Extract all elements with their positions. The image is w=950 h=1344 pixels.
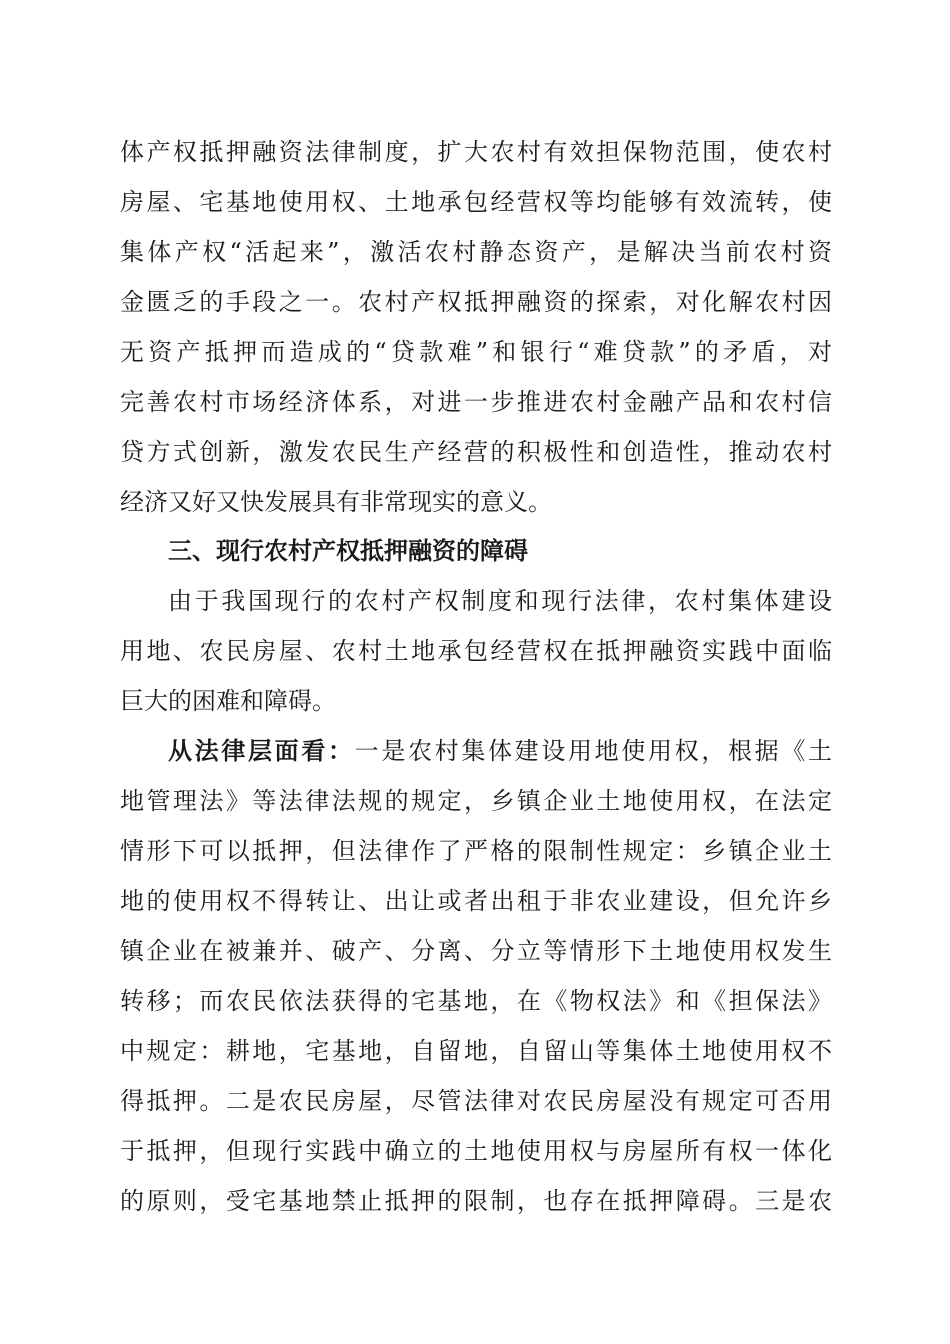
paragraph-3-line-8: 得抵押。二是农民房屋，尽管法律对农民房屋没有规定可否用 bbox=[120, 1087, 832, 1115]
paragraph-1-line-6: 完善农村市场经济体系，对进一步推进农村金融产品和农村信 bbox=[120, 388, 832, 416]
paragraph-2-line-3: 巨大的困难和障碍。 bbox=[120, 687, 336, 715]
paragraph-3-line-1 bbox=[168, 731, 832, 771]
paragraph-1-line-3: 集体产权“活起来”，激活农村静态资产，是解决当前农村资 bbox=[120, 238, 832, 266]
paragraph-3-lead: 从法律层面看： bbox=[168, 737, 355, 765]
paragraph-3-line-4: 地的使用权不得转让、出让或者出租于非农业建设，但允许乡 bbox=[120, 887, 832, 915]
paragraph-1-line-4: 金匮乏的手段之一。农村产权抵押融资的探索，对化解农村因 bbox=[120, 288, 832, 316]
paragraph-1-line-5: 无资产抵押而造成的“贷款难”和银行“难贷款”的矛盾，对 bbox=[120, 338, 832, 366]
paragraph-3-line-2: 地管理法》等法律法规的规定，乡镇企业土地使用权，在法定 bbox=[120, 787, 832, 815]
paragraph-2-line-2: 用地、农民房屋、农村土地承包经营权在抵押融资实践中面临 bbox=[120, 637, 832, 665]
paragraph-3-line-7: 中规定：耕地，宅基地，自留地，自留山等集体土地使用权不 bbox=[120, 1037, 832, 1065]
paragraph-3-line-9: 于抵押，但现行实践中确立的土地使用权与房屋所有权一体化 bbox=[120, 1137, 832, 1165]
section-heading: 三、现行农村产权抵押融资的障碍 bbox=[168, 537, 528, 565]
paragraph-1-line-8: 经济又好又快发展具有非常现实的意义。 bbox=[120, 488, 552, 516]
paragraph-1-line-2: 房屋、宅基地使用权、土地承包经营权等均能够有效流转，使 bbox=[120, 188, 832, 216]
paragraph-3-line-3: 情形下可以抵押，但法律作了严格的限制性规定：乡镇企业土 bbox=[120, 837, 832, 865]
paragraph-3-line-10: 的原则，受宅基地禁止抵押的限制，也存在抵押障碍。三是农 bbox=[120, 1187, 832, 1215]
paragraph-3-first-line-rest: 一是农村集体建设用地使用权，根据《土 bbox=[354, 737, 833, 765]
paragraph-1-line-1: 体产权抵押融资法律制度，扩大农村有效担保物范围，使农村 bbox=[120, 138, 832, 166]
paragraph-2-line-1: 由于我国现行的农村产权制度和现行法律，农村集体建设 bbox=[168, 587, 832, 615]
paragraph-3-line-6: 转移；而农民依法获得的宅基地，在《物权法》和《担保法》 bbox=[120, 987, 832, 1015]
paragraph-3-line-5: 镇企业在被兼并、破产、分离、分立等情形下土地使用权发生 bbox=[120, 937, 832, 965]
paragraph-1-line-7: 贷方式创新，激发农民生产经营的积极性和创造性，推动农村 bbox=[120, 438, 832, 466]
